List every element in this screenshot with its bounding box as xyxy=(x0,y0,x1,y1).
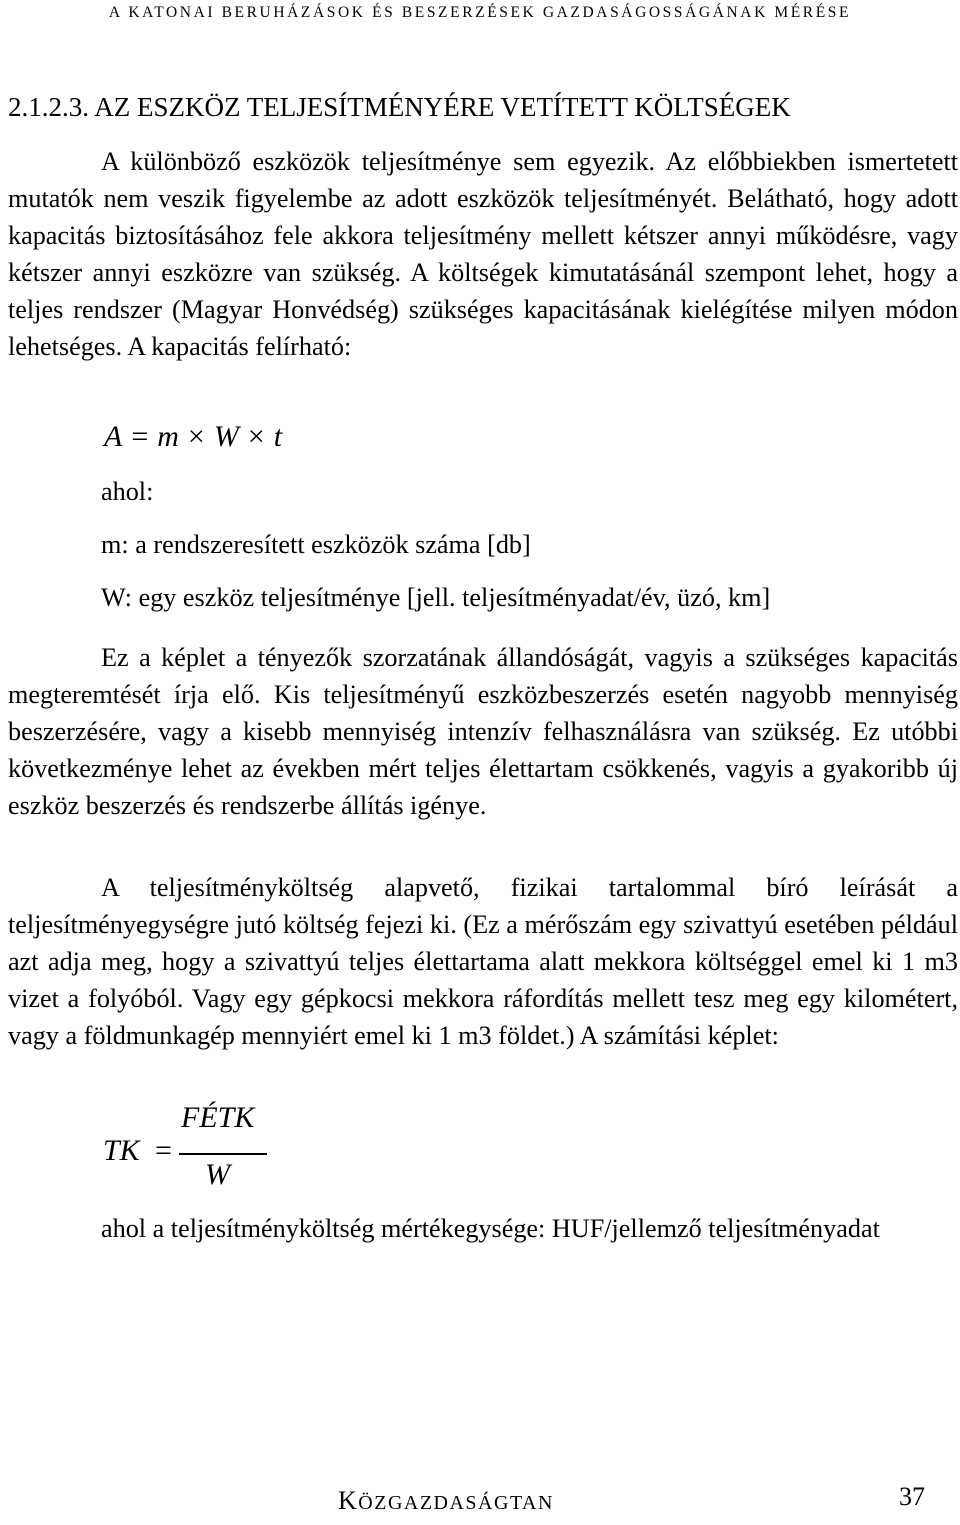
footer-title-rest: ÖZGAZDASÁGTAN xyxy=(358,1492,554,1514)
where-label: ahol: xyxy=(101,477,154,506)
formula-denominator: W xyxy=(205,1158,230,1191)
formula-equals: = xyxy=(131,420,149,453)
paragraph-2: Ez a képlet a tényezők szorzatának állandóságát, vagyis a szükséges kapacitás megteremtését írja elő. Kis teljesítményű eszközbeszerzés esetén nagyobb mennyiség beszerzésére, vagy a kisebb mennyiség intenzív felhasználásra van szükség. Ez utóbbi következménye lehet az években mért teljes élettartam csökkenés, vagyis a gyakoribb új eszköz beszerzés és rendszerbe állítás igénye. xyxy=(8,643,958,820)
cost-formula xyxy=(103,1101,303,1200)
formula-times: × xyxy=(187,420,205,453)
paragraph-1: A különböző eszközök teljesítménye sem egyezik. Az előbbiekben ismertetett mutatók nem veszik figyelembe az adott eszközök teljesítményét. Belátható, hogy adott kapacitás biztosításához fele akkora teljesítmény mellett kétszer annyi működésre, vagy kétszer annyi eszközre van szükség. A költségek kimutatásánál szempont lehet, hogy a teljes rendszer (Magyar Honvédség) szükséges kapacitásának kielégítése milyen módon lehetséges. A kapacitás felírható: xyxy=(8,147,958,361)
formula-var-w: W xyxy=(213,420,239,453)
formula-lhs-tk: TK xyxy=(103,1134,140,1167)
capacity-formula xyxy=(104,420,282,454)
page-number: 37 xyxy=(899,1482,925,1511)
footer-title-initial: K xyxy=(338,1486,359,1515)
formula-var-m: m xyxy=(157,420,179,453)
definition-m: m: a rendszeresített eszközök száma [db] xyxy=(101,530,531,559)
formula-equals: = xyxy=(155,1134,172,1167)
section-title: 2.1.2.3. AZ ESZKÖZ TELJESÍTMÉNYÉRE VETÍTETT KÖLTSÉGEK xyxy=(8,92,791,122)
formula-var-t: t xyxy=(273,420,283,453)
formula-var-a: A xyxy=(104,420,123,453)
formula-numerator: FÉTK xyxy=(181,1101,255,1134)
running-head: A KATONAI BERUHÁZÁSOK ÉS BESZERZÉSEK GAZDASÁGOSSÁGÁNAK MÉRÉSE xyxy=(108,4,852,21)
definition-w: W: egy eszköz teljesítménye [jell. teljesítményadat/év, üzó, km] xyxy=(101,583,771,612)
fraction-bar xyxy=(179,1153,267,1155)
paragraph-3: A teljesítményköltség alapvető, fizikai tartalommal bíró leírását a teljesítményegységre jutó költség fejezi ki. (Ez a mérőszám egy szivattyú esetében például azt adja meg, hogy a szivattyú teljes élettartama alatt mekkora költséggel emel ki 1 m3 vizet a folyóból. Vagy egy gépkocsi mekkora ráfordítás mellett tesz meg egy kilométert, vagy a földmunkagép mennyiért emel ki 1 m3 földet.) A számítási képlet: xyxy=(8,873,958,1050)
formula-times: × xyxy=(247,420,265,453)
paragraph-4: ahol a teljesítményköltség mértékegysége: HUF/jellemző teljesítményadat xyxy=(101,1214,880,1243)
footer-title xyxy=(338,1486,554,1516)
